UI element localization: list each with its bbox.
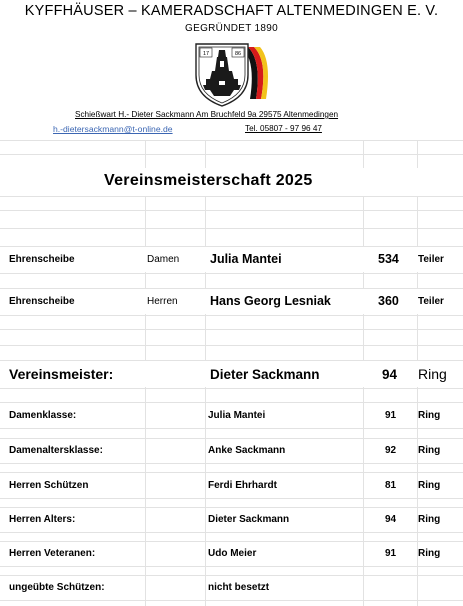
club-emblem-icon [190,41,270,107]
honor-row-score: 360 [378,294,399,308]
class-row-name: Udo Meier [208,548,257,559]
class-row-unit: Ring [418,548,441,559]
champion-score: 94 [382,367,398,382]
honor-row-name: Julia Mantei [210,252,282,266]
grid-row-line [0,315,463,316]
grid-row-line [0,402,463,403]
class-row-score: 81 [385,480,397,491]
grid-row-line [0,575,463,576]
grid-row-line [0,140,463,141]
emblem-year-right: 86 [234,51,242,57]
club-name: KYFFHÄUSER – KAMERADSCHAFT ALTENMEDINGEN E. V. [24,3,439,19]
honor-row-name: Hans Georg Lesniak [210,294,331,308]
grid-row-line [0,329,463,330]
founded-line: GEGRÜNDET 1890 [185,23,278,34]
honor-row-label: Ehrenscheibe [9,296,75,307]
grid-row-line [0,154,463,155]
champion-unit: Ring [418,366,447,382]
grid-row-line [0,463,463,464]
class-row-label: Damenaltersklasse: [9,445,103,456]
grid-row-line [0,438,463,439]
grid-row-line [0,273,463,274]
grid-row-line [0,210,463,211]
grid-row-line [0,196,463,197]
class-row-name: Ferdi Ehrhardt [208,480,277,491]
class-row-label: Herren Schützen [9,480,89,491]
honor-row-unit: Teiler [418,296,444,307]
class-row-unit: Ring [418,480,441,491]
class-row-label: Herren Veteranen: [9,548,96,559]
class-row-label: Damenklasse: [9,410,77,421]
page-title: Vereinsmeisterschaft 2025 [104,172,313,189]
class-row-score: 91 [385,410,397,421]
class-row-name: Anke Sackmann [208,445,286,456]
grid-row-line [0,388,463,389]
grid-row-line [0,498,463,499]
phone-number: Tel. 05807 - 97 96 47 [245,124,322,133]
grid-row-line [0,228,463,229]
grid-row-line [0,541,463,542]
champion-name: Dieter Sackmann [210,367,320,382]
class-row-score: 94 [385,514,397,525]
emblem-year-left: 17 [202,51,210,57]
grid-row-line [0,600,463,601]
grid-row-line [0,566,463,567]
contact-address: Schießwart H.- Dieter Sackmann Am Bruchfeld 9a 29575 Altenmedingen [75,110,339,119]
grid-row-line [0,532,463,533]
class-row-score: 91 [385,548,397,559]
class-row-label: Herren Alters: [9,514,76,525]
honor-row-unit: Teiler [418,254,444,265]
class-row-unit: Ring [418,445,441,456]
class-row-name: Dieter Sackmann [208,514,290,525]
honor-row-label: Ehrenscheibe [9,254,75,265]
grid-row-line [0,472,463,473]
grid-row-line [0,428,463,429]
class-row-label: ungeübte Schützen: [9,582,105,593]
class-row-name: nicht besetzt [208,582,270,593]
champion-label: Vereinsmeister: [9,366,114,382]
class-row-unit: Ring [418,514,441,525]
class-row-name: Julia Mantei [208,410,266,421]
honor-row-score: 534 [378,252,399,266]
class-row-score: 92 [385,445,397,456]
grid-row-line [0,507,463,508]
honor-row-category: Herren [147,296,178,307]
class-row-unit: Ring [418,410,441,421]
email-link[interactable]: h.-dietersackmann@t-online.de [53,124,173,134]
grid-row-line [0,345,463,346]
honor-row-category: Damen [147,254,180,265]
